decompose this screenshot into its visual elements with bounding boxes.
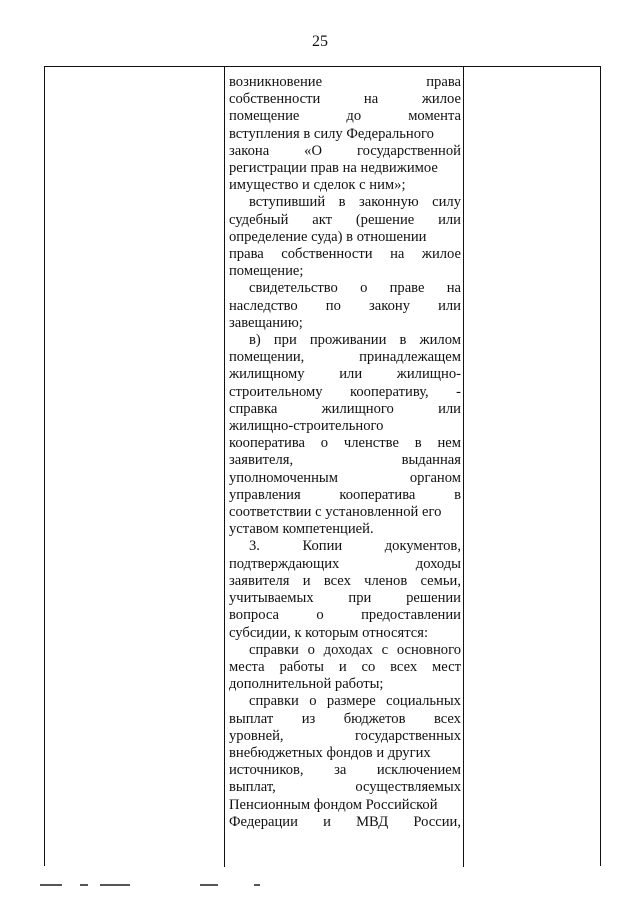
text-line (229, 452, 461, 469)
text-line (229, 573, 461, 590)
paragraph (229, 538, 461, 641)
text-line (229, 160, 461, 177)
text-line (229, 246, 461, 263)
text-word: в) (249, 332, 261, 349)
text-line (229, 108, 461, 125)
text-word: социальных (386, 693, 461, 710)
text-word: права (426, 74, 461, 90)
text-line (229, 521, 461, 538)
text-word: строительному (229, 383, 323, 400)
text-word: жилищного (321, 400, 394, 417)
text-line (229, 487, 461, 504)
text-line (229, 590, 461, 607)
text-word: на (363, 91, 379, 108)
text-word: и (338, 658, 347, 675)
text-word: справка (229, 400, 278, 417)
text-word: справки (249, 641, 299, 658)
text-word: заявителя (229, 572, 290, 589)
text-word: проживании (309, 332, 387, 349)
paragraph (229, 74, 461, 194)
text-word: принадлежащем (359, 349, 461, 366)
text-word: всех (323, 572, 351, 589)
text-line (229, 607, 461, 624)
text-word: 3. (249, 538, 260, 555)
text-word: источников, (229, 762, 304, 779)
text-word: подтверждающих (229, 555, 340, 572)
text-word: до (346, 108, 362, 125)
text-line (229, 212, 461, 229)
text-line (229, 504, 461, 521)
text-line (229, 298, 461, 315)
text-line (229, 814, 461, 831)
text-line (229, 625, 461, 642)
text-word: уполномоченным (229, 469, 338, 486)
text-line (229, 556, 461, 573)
text-word: «О (304, 142, 322, 159)
text-word: завещанию; (229, 314, 303, 331)
text-word: размере (326, 693, 376, 710)
text-word: силу (432, 194, 461, 211)
text-line (229, 797, 461, 814)
text-line (229, 693, 461, 710)
text-word: выданная (401, 452, 461, 469)
text-line (229, 91, 461, 108)
text-line (229, 143, 461, 160)
text-word: и (302, 572, 311, 589)
text-word: кооператива (339, 486, 416, 503)
text-word: жилищному (229, 366, 305, 383)
text-word: вопроса (229, 607, 279, 624)
text-word: вступления в силу Федерального (229, 125, 434, 142)
text-word: или (438, 400, 461, 417)
text-word: исключением (376, 762, 461, 779)
text-word: судебный (229, 211, 289, 228)
text-word: членстве (343, 435, 399, 452)
text-word: учитываемых (229, 590, 314, 607)
text-word: в (414, 435, 422, 452)
text-line (229, 126, 461, 143)
scan-artifact (40, 884, 600, 888)
text-word: выплат, (229, 779, 276, 796)
text-word: при (348, 590, 372, 607)
text-word: законную (358, 194, 419, 211)
text-word: о (307, 641, 315, 658)
text-word: о (316, 607, 324, 624)
text-word: основного (396, 641, 461, 658)
text-word: России, (413, 813, 461, 830)
text-word: доходах (323, 641, 373, 658)
text-word: в (338, 194, 346, 211)
text-word: помещении, (229, 349, 305, 366)
text-word: решении (406, 590, 461, 607)
text-word: наследство (229, 297, 298, 314)
text-line (229, 762, 461, 779)
text-word: возникновение (229, 74, 323, 90)
text-word: за (334, 762, 347, 779)
text-word: дополнительной работы; (229, 676, 384, 693)
text-line (229, 349, 461, 366)
text-word: заявителя, (229, 452, 294, 469)
text-word: имущество и сделок с ним»; (229, 177, 406, 194)
text-word: субсидии, к которым относятся: (229, 624, 429, 641)
text-word: осуществляемых (355, 779, 461, 796)
text-word: жилищно-строительного (229, 418, 384, 435)
text-word: всех (433, 710, 461, 727)
column-divider-right (463, 67, 464, 867)
text-line (229, 470, 461, 487)
page-number: 25 (312, 33, 328, 50)
table-middle-column-text (229, 74, 461, 831)
text-line (229, 315, 461, 332)
text-line (229, 194, 461, 211)
text-word: о (320, 435, 329, 452)
text-word: определение суда) в отношении (229, 228, 427, 245)
text-line (229, 366, 461, 383)
text-word: нем (437, 435, 461, 452)
text-word: Федерации (229, 813, 298, 830)
text-line (229, 280, 461, 297)
text-word: МВД (356, 813, 389, 830)
text-word: уровней, (229, 727, 284, 744)
text-word: внебюджетных фондов и других (229, 744, 431, 761)
text-word: государственной (356, 142, 461, 159)
text-line (229, 538, 461, 555)
text-word: документов, (384, 538, 461, 555)
text-word: государственных (354, 727, 461, 744)
text-word: о (309, 693, 317, 710)
text-word: по (325, 297, 341, 314)
text-line (229, 74, 461, 91)
text-line (229, 384, 461, 401)
text-word: момента (408, 108, 461, 125)
paragraph (229, 194, 461, 280)
text-word: вступивший (249, 194, 326, 211)
text-line (229, 676, 461, 693)
text-word: в (454, 486, 461, 503)
text-word: Пенсионным фондом Российской (229, 796, 438, 813)
text-word: доходы (415, 555, 461, 572)
text-line (229, 659, 461, 676)
text-word: кооператива (229, 435, 305, 452)
text-word: выплат (229, 710, 274, 727)
column-divider-left (224, 67, 225, 867)
text-line (229, 745, 461, 762)
text-word: бюджетов (343, 710, 406, 727)
text-word: и (323, 813, 331, 830)
text-word: или (438, 297, 461, 314)
paragraph (229, 693, 461, 831)
text-line (229, 263, 461, 280)
text-line (229, 779, 461, 796)
text-word: о (360, 280, 368, 297)
text-word: при (273, 332, 297, 349)
text-line (229, 177, 461, 194)
text-word: предоставлении (361, 607, 461, 624)
text-word: регистрации прав на недвижимое (229, 160, 438, 177)
text-word: помещение (229, 108, 300, 125)
text-word: мест (432, 658, 461, 675)
text-word: права (229, 246, 264, 263)
text-word: соответствии с установленной его (229, 504, 442, 521)
text-line (229, 642, 461, 659)
text-word: на (446, 280, 461, 297)
text-word: семьи, (420, 572, 461, 589)
text-word: свидетельство (249, 280, 338, 297)
text-word: жилом (419, 332, 461, 349)
text-line (229, 728, 461, 745)
text-word: в (399, 332, 407, 349)
text-word: уставом компетенцией. (229, 521, 374, 538)
text-word: с (381, 641, 389, 658)
paragraph (229, 332, 461, 538)
text-word: закону (369, 297, 410, 314)
text-word: - (456, 383, 461, 400)
text-word: закона (229, 142, 270, 159)
text-word: жилищно- (396, 366, 461, 383)
text-word: управления (229, 486, 301, 503)
text-word: справки (249, 693, 299, 710)
text-word: жилое (421, 91, 461, 108)
text-word: Копии (302, 538, 343, 555)
text-word: кооперативу, (350, 383, 429, 400)
paragraph (229, 642, 461, 694)
text-word: собственности (229, 91, 321, 108)
paragraph (229, 280, 461, 332)
text-word: со (361, 658, 376, 675)
text-word: (решение (355, 211, 415, 228)
text-word: работы (279, 658, 324, 675)
text-line (229, 435, 461, 452)
text-word: жилое (421, 246, 461, 263)
text-word: или (438, 211, 461, 228)
text-word: из (301, 710, 316, 727)
text-line (229, 418, 461, 435)
text-word: всех (390, 658, 418, 675)
text-word: на (390, 246, 405, 263)
text-line (229, 332, 461, 349)
text-word: места (229, 658, 265, 675)
text-word: акт (312, 211, 332, 228)
text-word: членов (364, 572, 408, 589)
text-word: праве (389, 280, 425, 297)
text-line (229, 229, 461, 246)
text-line (229, 711, 461, 728)
text-word: органом (409, 469, 461, 486)
text-word: помещение; (229, 263, 304, 280)
text-word: или (339, 366, 363, 383)
text-word: собственности (281, 246, 373, 263)
text-line (229, 401, 461, 418)
